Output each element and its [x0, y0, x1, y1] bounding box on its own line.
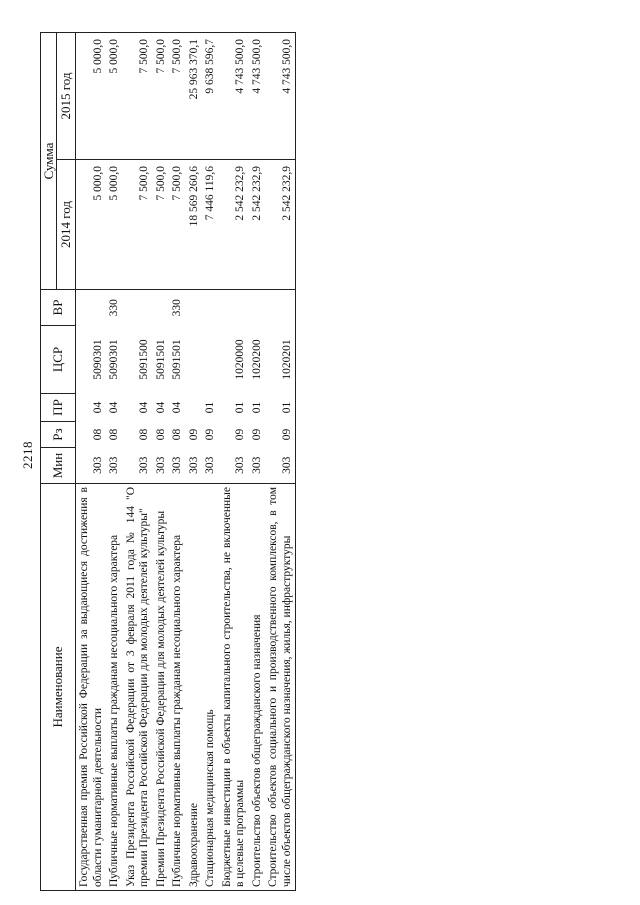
- row-code-vr: [123, 290, 153, 326]
- row-code-pr: 04: [91, 401, 104, 414]
- table-row: [153, 33, 170, 891]
- table-row: [265, 33, 296, 891]
- header-rz: Рз: [41, 422, 76, 448]
- row-name: Публичные нормативные выплаты гражданам несоциального характера: [106, 484, 123, 891]
- row-code-csr: 5091501: [154, 339, 167, 380]
- row-code-pr: [186, 394, 203, 422]
- row-amount-2015: 4 743 500,0: [249, 33, 266, 160]
- row-name: Строительство объектов общегражданского назначения: [249, 484, 266, 891]
- row-amount-2014: 2 542 232,9: [219, 160, 249, 290]
- header-name: Наименование: [41, 484, 76, 891]
- table-row: [219, 33, 249, 891]
- row-code-pr: 04: [154, 401, 167, 414]
- row-code-pr: 04: [138, 401, 150, 414]
- table-row: [123, 33, 153, 891]
- row-code-vr: 330: [171, 299, 183, 317]
- row-code-csr: 1020201: [265, 326, 296, 394]
- row-amount-2015: 7 500,0: [153, 33, 170, 160]
- row-code-rz: 09: [250, 428, 263, 441]
- table-row: [202, 33, 219, 891]
- header-vr: ВР: [41, 290, 76, 326]
- row-amount-2015: 7 500,0: [169, 33, 186, 160]
- row-code-pr: 01: [265, 394, 296, 422]
- row-code-csr: 5090301: [91, 339, 104, 380]
- row-code-vr: [202, 290, 219, 326]
- row-code-vr: [219, 290, 249, 326]
- row-name: Строительство объектов социального и производственного комплексов, в том числе объектов общегражданского назначения, жилья, инфраструктуры: [265, 484, 296, 891]
- row-name: Государственная премия Российской Федерации за выдающиеся достижения в области гуманитарной деятельности: [76, 484, 107, 891]
- row-code-min: 303: [123, 448, 153, 484]
- row-name: Бюджетные инвестиции в объекты капитального строительства, не включенные в целевые программы: [219, 484, 249, 891]
- header-pr: ПР: [41, 394, 76, 422]
- row-amount-2014: 18 569 260,6: [186, 160, 203, 290]
- row-code-min: 303: [219, 448, 249, 484]
- row-code-min: 303: [76, 448, 107, 484]
- row-code-min: 303: [153, 448, 170, 484]
- row-code-vr: [265, 290, 296, 326]
- row-code-pr: 04: [108, 401, 120, 414]
- row-code-min: 303: [202, 448, 219, 484]
- row-code-csr: [186, 326, 203, 394]
- row-code-vr: [186, 290, 203, 326]
- row-amount-2015: 7 500,0: [123, 33, 153, 160]
- row-code-rz: 09: [204, 428, 216, 441]
- budget-table: [40, 32, 296, 891]
- row-code-vr: [153, 290, 170, 326]
- table-row: [76, 33, 107, 891]
- row-name: Публичные нормативные выплаты гражданам несоциального характера: [169, 484, 186, 891]
- table-row: [249, 33, 266, 891]
- row-code-min: 303: [249, 448, 266, 484]
- row-code-rz: 08: [154, 428, 167, 441]
- row-code-vr: 330: [108, 299, 120, 317]
- row-code-rz: 09: [234, 428, 246, 441]
- row-code-rz: 08: [108, 428, 120, 441]
- row-amount-2014: 7 500,0: [169, 160, 186, 290]
- row-amount-2015: 4 743 500,0: [219, 33, 249, 160]
- row-amount-2015: 25 963 370,1: [186, 33, 203, 160]
- row-amount-2014: 5 000,0: [76, 160, 107, 290]
- row-code-pr: 01: [204, 401, 216, 414]
- row-code-rz: 08: [138, 428, 150, 441]
- row-amount-2014: 7 500,0: [153, 160, 170, 290]
- table-row: [169, 33, 186, 891]
- page-number: 2218: [20, 441, 35, 469]
- header-sum: Сумма: [41, 33, 57, 290]
- row-amount-2014: 7 446 119,6: [202, 160, 219, 290]
- row-code-vr: [76, 290, 107, 326]
- row-amount-2014: 2 542 232,9: [249, 160, 266, 290]
- row-code-min: 303: [265, 448, 296, 484]
- row-amount-2015: 5 000,0: [76, 33, 107, 160]
- row-name: Стационарная медицинская помощь: [202, 484, 219, 891]
- row-code-rz: 08: [91, 428, 104, 441]
- header-min: Мин: [41, 448, 76, 484]
- table-body: [76, 33, 296, 891]
- row-code-csr: 5090301: [108, 339, 120, 380]
- table-header: [41, 33, 76, 891]
- row-code-vr: [249, 290, 266, 326]
- table-row: [186, 33, 203, 891]
- row-code-min: 303: [186, 448, 203, 484]
- table-row: [106, 33, 123, 891]
- row-code-csr: [202, 326, 219, 394]
- row-code-csr: 5091501: [171, 339, 183, 380]
- row-code-rz: 09: [187, 428, 200, 441]
- row-name: Здравоохранение: [186, 484, 203, 891]
- row-code-min: 303: [169, 448, 186, 484]
- row-code-rz: 08: [171, 428, 183, 441]
- row-name: Указ Президента Российской Федерации от 3 февраля 2011 года № 144 "О премии Президента Российской Федерации для молодых деятелей культуры": [123, 484, 153, 891]
- row-amount-2015: 9 638 596,7: [202, 33, 219, 160]
- row-code-csr: 1020200: [250, 339, 263, 380]
- row-code-pr: 01: [250, 401, 263, 414]
- row-amount-2015: 4 743 500,0: [265, 33, 296, 160]
- header-2015: 2015 год: [57, 33, 76, 160]
- header-csr: ЦСР: [41, 326, 76, 394]
- header-2014: 2014 год: [57, 160, 76, 290]
- row-code-csr: 1020000: [234, 339, 246, 380]
- row-code-min: 303: [106, 448, 123, 484]
- row-amount-2014: 5 000,0: [106, 160, 123, 290]
- row-code-pr: 04: [171, 401, 183, 414]
- row-amount-2014: 7 500,0: [123, 160, 153, 290]
- row-code-pr: 01: [234, 401, 246, 414]
- row-code-rz: 09: [265, 422, 296, 448]
- row-code-csr: 5091500: [138, 339, 150, 380]
- row-name: Премии Президента Российской Федерации для молодых деятелей культуры: [153, 484, 170, 891]
- row-amount-2015: 5 000,0: [106, 33, 123, 160]
- row-amount-2014: 2 542 232,9: [265, 160, 296, 290]
